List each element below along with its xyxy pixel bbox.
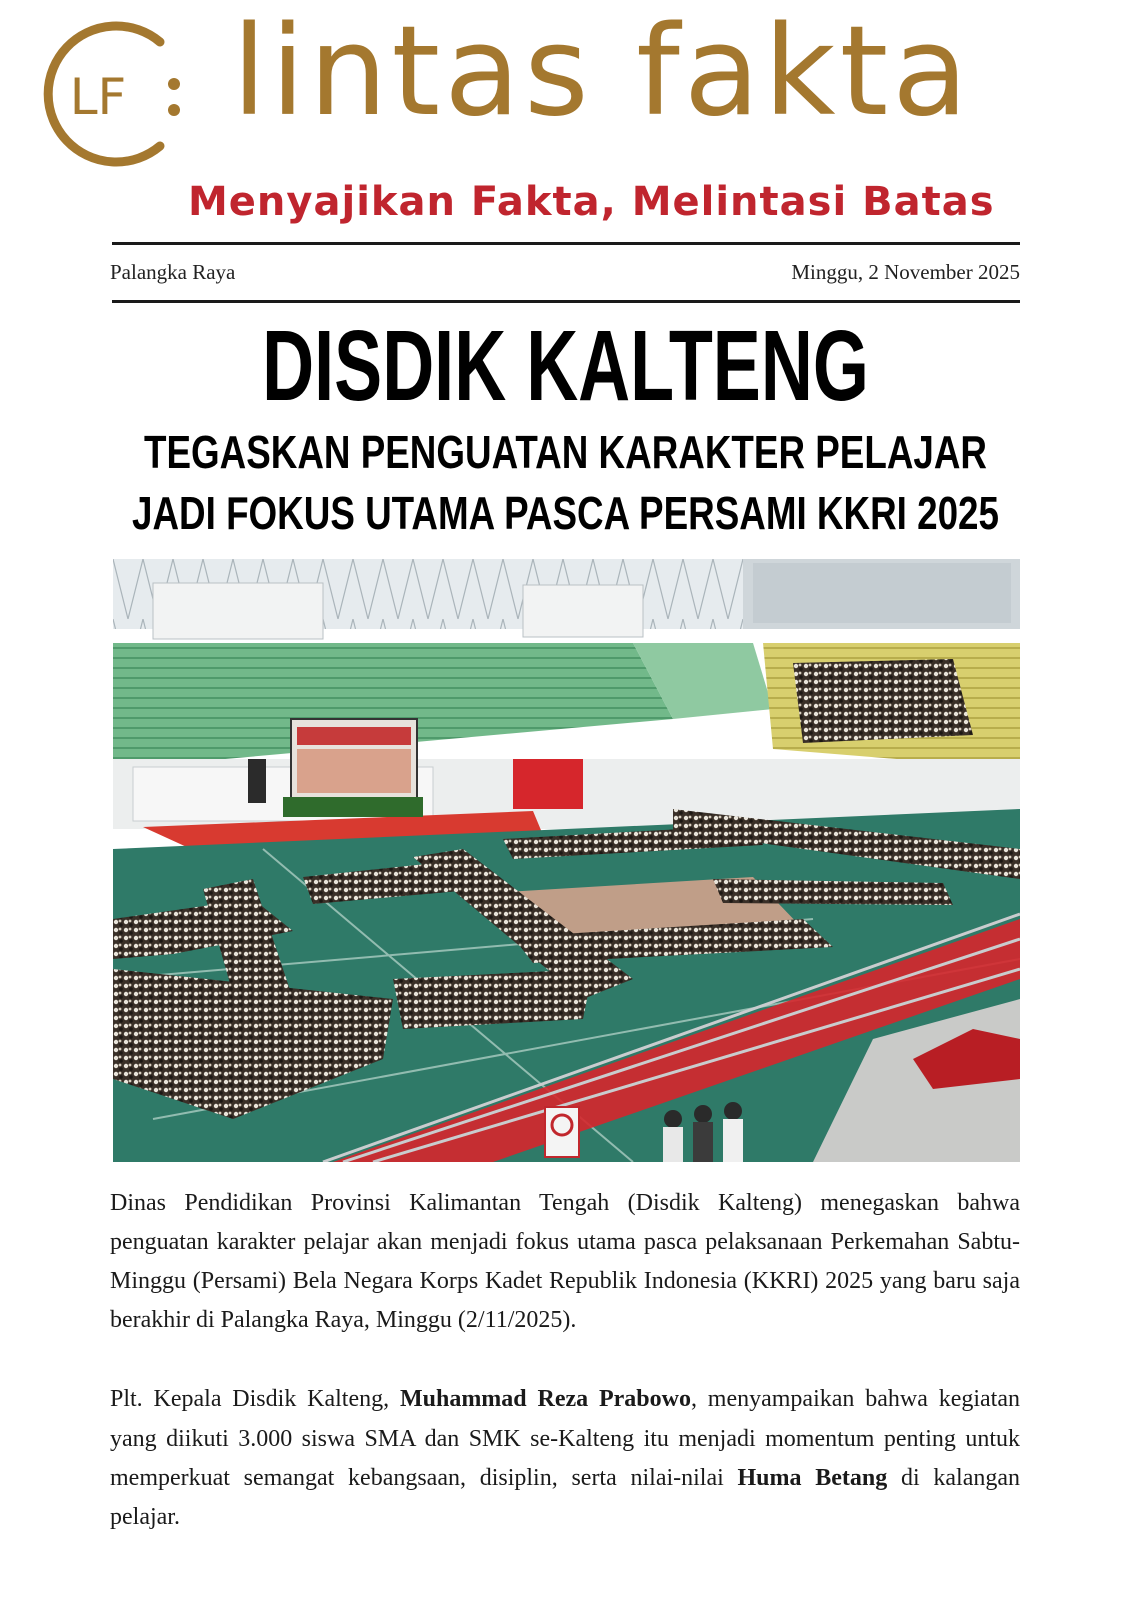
stadium-students-formation-icon: [113, 559, 1020, 1162]
news-photo: [113, 559, 1020, 1162]
p2-text-a: Plt. Kepala Disdik Kalteng,: [110, 1386, 400, 1413]
brand-name: lintas fakta: [232, 0, 973, 144]
article-paragraph-2: [110, 1380, 1020, 1536]
masthead: [0, 0, 1131, 240]
huma-betang-term: Huma Betang: [737, 1464, 888, 1491]
dateline-location: Palangka Raya: [110, 259, 236, 284]
lf-logo-icon: [32, 14, 192, 174]
official-name: Muhammad Reza Prabowo: [399, 1386, 691, 1413]
brand-tagline: Menyajikan Fakta, Melintasi Batas: [188, 179, 995, 225]
dateline-date: Minggu, 2 November 2025: [791, 259, 1020, 284]
bottom-divider: [112, 300, 1020, 303]
headline: [0, 310, 1131, 543]
article-paragraph-1: Dinas Pendidikan Provinsi Kalimantan Tengah (Disdik Kalteng) menegaskan bahwa penguatan karakter pelajar akan menjadi fokus utama pasca pelaksanaan Perkemahan Sabtu-Minggu (Persami) Bela Negara Korps Kadet Republik Indonesia (KKRI) 2025 yang baru saja berakhir di Palangka Raya, Minggu (2/11/2025).: [110, 1190, 1020, 1334]
p2-text-b: , menyampaikan bahwa kegiatan yang diikuti 3.000 siswa SMA dan SMK se-Kalteng itu menjadi momentum penting untuk memperkuat semangat kebangsaan, disiplin, serta nilai-nilai: [110, 1386, 1021, 1491]
headline-main: DISDIK KALTENG: [262, 310, 869, 422]
dateline: [110, 256, 1020, 288]
headline-sub-line-1: TEGASKAN PENGUATAN KARAKTER PELAJAR: [143, 426, 988, 478]
top-divider: [112, 242, 1020, 245]
p2-text-c: di kalangan pelajar.: [110, 1464, 1020, 1530]
article-body: [110, 1184, 1020, 1537]
logo-initials: LF: [69, 68, 127, 126]
headline-sub-line-2: JADI FOKUS UTAMA PASCA PERSAMI KKRI 2025: [132, 486, 999, 539]
